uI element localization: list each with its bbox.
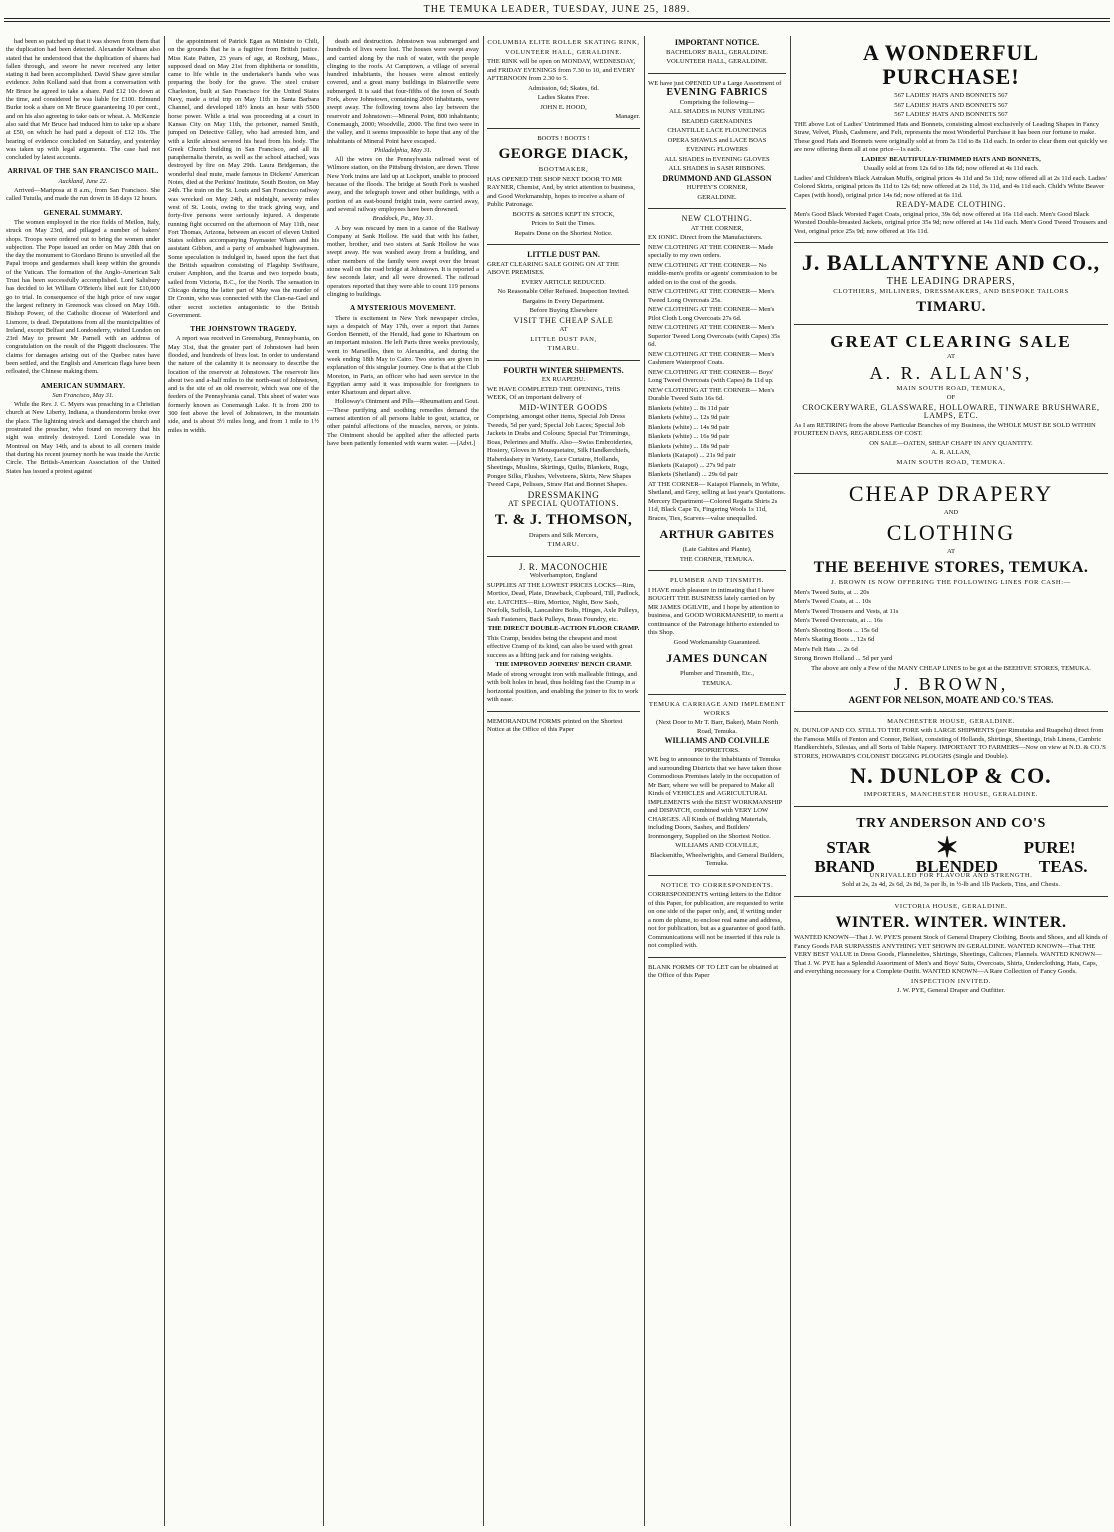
ad-text: HUFFEY'S CORNER,: [686, 184, 748, 191]
ad-text: OF: [946, 394, 956, 401]
plumber-ad: [648, 570, 786, 694]
price-row: Men's Tweed Coats, at ... 10s: [794, 598, 871, 605]
wonderful-purchase-ad: [794, 41, 1108, 242]
article-text: Arrived—Mariposa at 8 a.m., from San Francisco. She called Tutuila, and made the run down in 18 days 12 hours.: [6, 187, 160, 203]
tea-word: PURE!: [1023, 838, 1076, 858]
price-row: Blankets (Kaiapoi) ... 21s 9d pair: [648, 452, 736, 459]
ad-title: A WONDERFUL PURCHASE!: [862, 40, 1040, 89]
masthead-rule-double: [4, 21, 1110, 22]
ad-title: T. & J. THOMSON,: [494, 511, 633, 528]
column-divider: [790, 36, 791, 1526]
list-item: NEW CLOTHING AT THE CORNER— Boys' Long Tweed Overcoats (with Capes) 8s 11d up.: [648, 368, 774, 384]
ad-text: AT THE CORNER— Kaiapoi Flannels, in White, Shetland, and Grey, selling at last year's Quotations. Mercery Department—Colored Regatta Shirts 2s 11d, Black Cape Ts, Fingering Wools 1s 11d, Braces, Ties, Scarves—value unequalled.: [648, 480, 786, 522]
ad-firm-name: A. R. ALLAN'S,: [869, 362, 1033, 383]
ad-firm-name: JAMES DUNCAN: [666, 651, 768, 665]
ad-text: ON SALE—OATEN, SHEAF CHAFF IN ANY QUANTITY.: [869, 439, 1033, 447]
ad-text: WE beg to announce to the inhabitants of Temuka and surrounding Districts that we have taken those Commodious Premises lately in the occupation of Mr Barr, where we will be prepared to Make all Kinds of VEHICLES and AGRICULTURAL IMPLEMENTS with the BEST WORKMANSHIP and DISPATCH, combined with VERY LOW CHARGES. All Kinds of Building Materials, including Doors, Sashes, and Builders' Ironmongery, Supplied on the Shortest Notice.: [648, 756, 782, 840]
ad-title: NOTICE TO CORRESPONDENTS.: [660, 881, 774, 889]
list-item: OPERA SHAWLS and LACE BOAS: [667, 136, 767, 144]
list-item: NEW CLOTHING AT THE CORNER— Men's Superior Tweed Long Overcoats (with Capes) 35s 6d.: [648, 324, 780, 348]
ad-text: GREAT CLEARING SALE GOING ON AT THE ABOVE PREMISES.: [487, 260, 619, 276]
ad-title: TEMUKA CARRIAGE AND IMPLEMENT WORKS: [648, 701, 786, 717]
article-text: There is excitement in New York newspaper circles, says a despatch of May 17th, over a report that James Gordon Bennett, of the Herald, had gone to Khartoum on an important mission. He left Paris three weeks previously, went to Marseilles, then to Alexandria, and during the week ending 18th May to Cairo. Two stories are given in explanation of this singular journey. One is that at the Club Moreton, in Paris, an officer who had seen service in the Egyptian army said it was impossible for foreigners to enter Khartoum and depart alive.: [327, 314, 479, 397]
ad-text: No Reasonable Offer Refused. Inspection Invited.: [497, 288, 630, 295]
ad-text: J. BROWN IS NOW OFFERING THE FOLLOWING LINES FOR CASH:—: [831, 579, 1071, 586]
ad-text: BLANK FORMS OF TO LET can be obtained at the Office of this Paper: [648, 963, 779, 979]
masthead-rule: [4, 18, 1110, 19]
allan-clearing-sale-ad: [794, 324, 1108, 473]
list-item: NEW CLOTHING AT THE CORNER— No middle-men's profits or agents' commission to be added on to the cost of the goods.: [648, 261, 778, 286]
ad-text: Blacksmiths, Wheelwrights, and General Builders, Temuka.: [650, 851, 784, 867]
ad-signature: WILLIAMS AND COLVILLE,: [675, 842, 759, 849]
ad-subtitle: EX RUAPEHU.: [541, 376, 586, 383]
correspondents-notice: [648, 875, 786, 957]
column-divider: [164, 36, 165, 1526]
ad-signature: J. BROWN,: [893, 674, 1009, 694]
beehive-stores-ad: [794, 473, 1108, 711]
article-text: the appointment of Patrick Egan as Minister to Chili, on the grounds that he is a fugitive from British justice. Miss Kate Patten, 23 years of age, at Roxburg, Mass., supposed dead on May 21st from diphtheria or tonsilitis, came to life while in the undertaker's hands who was preparing the body for the grave. The steel cruiser Charleston, built at San Francisco for the United States Navy, made a trial trip on May 11th in Santa Barbara Channel, and developed 18½ knots an hour with 5500 horse power. While a trial was proceeding at a court in Kansas City on May 11th, the prisoner, named Smith, jumped on Detective Gilley, who had arrested him, and with a knife almost severed his head from his body. The Greek Church building in San Francisco, and all its paraphernalia therein, as well as the school attached, was destroyed by fire on May 29th. Laura Bridgeman, the wonderful deaf mute, made famous in Dickens' American Notes, died at the Perkins' Institute, South Boston, on May 24th. The train on the St. Louis and San Francisco railway was wrecked on May 24th, at midnight, seventy miles west of St. Louis, owing to the track giving way, and forty-five persons were seriously injured. A desperate running fight occurred on the afternoon of May 11th, near Fort Thomas, Arizona, between an escort of eleven United States soldiers accompanying Paymaster Wham and his assistant Gibbon, and a party of ambushed highwaymen. Some speculation is indulged in, based upon the fact that the British squadron consisting of Flagship Swiftsure, cruiser Amphion, and the Icarus and two torpedo boats, sailed from Victoria, B.C., for the North. The sensation in Chicago during the latter part of May was the murder of Dr Cronin, who was connected with the Clan-na-Gael and other secret societies antagonistic to the British Government.: [168, 38, 319, 319]
ad-title: CLOTHING: [886, 519, 1016, 545]
ad-text: WANTED KNOWN—That J. W. PYE'S present Stock of General Drapery Clothing, Boots and Shoes, and all kinds of Fancy Goods FAR SURPASSES ANYTHING YET SHOWN IN GERALDINE. WANTED KNOWN—That THE VERY BEST VALUE in Dress Goods, Flannelettes, Shirtings, Sheetings, Calicoes, Flannels. WANTED KNOWN—That J. W. PYE has a Splendid Assortment of Men's and Boys' Suits, Overcoats, Shirts, Underclothing, Hats, Caps, and everything necessary for a Complete Outfit. WANTED KNOWN—A Rare Collection of Fancy Goods.: [794, 934, 1108, 976]
ad-text: Men's Good Black Worsted Faget Coats, original price, 39s 6d; now offered at 16s 11d each. Men's Good Black Worsted Double-breasted Jackets, original price 35s 9d; now offered at 14s 11d each. Men's Good Tweed Trousers and Vest, original price 25s 9d; now offered at 16s 11d.: [794, 210, 1108, 235]
ad-text: PROPRIETORS.: [694, 746, 740, 754]
ad-text: AT: [946, 547, 956, 555]
price-row: Men's Tweed Trousers and Vests, at 11s: [794, 607, 899, 615]
article-text: had been so patched up that it was shown from them that the duplication had been detected. Alexander Kelman also stated that he understood that the duplication of shares had fallen through, and swore he never received any letter stating it had been accomplished. David Shaw gave similar evidence. John Kolland said that from a conversation with Mr Bruce he agreed to take a share. Paid £12 10s down at the time, and considered he was liable for £100. Edmund Burke took a share on Mr Bruce guaranteeing 10 per cent., and on his also agreeing to take oats or wheat. A. McKenzie also said that Mr Bruce had induced him to take up a share at £50, on which he had paid a deposit of £12 10s. The hearing of evidence concluded on Saturday, and yesterday was taken up with legal arguments. The case had not concluded by latest accounts.: [6, 38, 160, 162]
article-text: death and destruction. Johnstown was submerged and hundreds of lives were lost. The houses were swept away and carried along by the rush of water, with the people clinging to the roofs. At Camptown, a village of several hundred inhabitants, the houses were almost entirely covered, and a great many buildings in Blairsville were submerged. It is said that four-fifths of the town of South Fork, above Johnstown, containing 2000 inhabitants, were swept away. The following towns also lay between the reservoir and Johnstown:—Mineral Point, 800 inhabitants; Conemaugh, 2000; Woodville, 2000. The first two were in the valley, and it seems impossible to hope that any of the inhabitants of Mineral Point have escaped.: [327, 38, 479, 145]
ad-text: Drapers and Silk Mercers,: [528, 531, 599, 539]
ad-text: TIMARU.: [547, 345, 580, 352]
ad-text: AT SPECIAL QUOTATIONS.: [507, 499, 619, 508]
ad-text: HAS OPENED THE SHOP NEXT DOOR TO MR RAYNER, Chemist, And, by strict attention to business, and Good Workmanship, hopes to receive a share of Public Patronage.: [487, 175, 635, 208]
ad-text: Comprising the following—: [679, 98, 755, 106]
news-column-1: [6, 38, 160, 1526]
ad-title: TRY ANDERSON AND CO'S: [856, 815, 1046, 831]
ad-firm-name: ARTHUR GABITES: [659, 527, 775, 541]
masthead: THE TEMUKA LEADER, TUESDAY, JUNE 25, 1889.: [423, 4, 691, 15]
list-item: BEADED GRENADINES: [681, 117, 753, 125]
column-divider: [483, 36, 484, 1526]
ad-text: Sold at 2s, 2s 4d, 2s 6d, 2s 8d, 3s per lb, in ½-lb and 1lb Packets, Tins, and Chests.: [842, 881, 1060, 889]
winter-shipments-ad: [487, 360, 640, 556]
list-item: ALL SHADES in NUNS' VEILING: [669, 108, 765, 115]
ad-signature: JOHN E. HOOD,: [540, 103, 587, 111]
tea-word: BLENDED: [915, 856, 998, 876]
ad-text: Usually sold at from 12s 6d to 18s 6d; now offered at 4s 11d each.: [863, 165, 1039, 172]
ad-subtitle: AT THE CORNER,: [690, 224, 744, 232]
tea-word: TEAS.: [1038, 856, 1088, 876]
ad-text: SUPPLIES AT THE LOWEST PRICES LOCKS—Rim, Mortice, Dead, Plate, Drawback, Cupboard, Till, Padlock, etc. LATCHES—Rim, Mortice, Night, Bow Sash, Norfolk, Suffolk, Lancashire Bolts, Hinges, Axle Pulleys, Sash Fasteners, Back Pulleys, Brass Foundry, etc.: [487, 581, 640, 623]
news-column-2: [168, 38, 319, 1526]
tea-word: BRAND: [814, 856, 875, 876]
blank-forms-notice: [648, 957, 786, 987]
article-text: A report was received in Greensburg, Pennsylvania, on May 31st, that the greater part of Johnstown had been flooded, and hundreds of lives lost. In order to understand the nature of the calamity it is necessary to describe the location of the reservoir at Johnstown. The reservoir lies about two and a-half miles to the north-east of Johnstown, and is the site of an old reservoir, which was one of the feeders of the Pennsylvania canal. This sheet of water was formerly known as Conemaugh Lake. It is from 200 to 300 feet above the level of Johnstown, in the mountain side, and is about 3½ miles long, and from 1 mile to 1½ miles in width.: [168, 335, 319, 434]
article-text: While the Rev. J. C. Myers was preaching in a Christian church at New Liberty, Indiana, a thunderstorm broke over the place. The lightning struck and damaged the church and prostrated the preacher, who found on recovery that his sight was entirely destroyed. Lord Lonsdale was in Montreal on May 14th, and is about to all corners inside that during his recent journey north he was inside the Arctic Circle. The British-American Association of the United States has issued a protest against: [6, 401, 160, 475]
ad-text: TIMARU.: [916, 299, 986, 315]
list-item: NEW CLOTHING AT THE CORNER— Men's Cashmere Waterproof Coats.: [648, 350, 775, 366]
ad-text: 567 LADIES' HATS AND BONNETS 567: [894, 101, 1008, 109]
star-icon: ✶: [935, 832, 959, 864]
article-text: The women employed in the rice fields of Meilon, Italy, struck on May 23rd, and pillaged a number of bakers' shops. Troops were ordered out to bring the women under subjection. The Pope issued an order on May 28th that on the day the monument to Giordano Bruno is unveiled all the Papal troops and gendarmes shall keep within the grounds of the Vatican. The formation of the Anglo-American Salt Trust has been successfully accomplished. Lord Salisbury has decided to let William O'Brien's libel suit for £10,000 go to trial. In consequence of the high price of raw sugar the largest refinery in Greenock was closed on May 16th. Bishop Power, of the Catholic diocese of Waterford and Lismore, is dead. Deputations from all the municipalities of Ireland, except Belfast and Londonderry, visited London on 23rd May to present Mr Parnell with an address of congratulation on the result of the Piggott disclosures. The claims for damages arising out of the Quebec rates have been settled, and the English and American flags have been refloated, the Chinese making them.: [6, 218, 160, 376]
news-column-3: [327, 38, 479, 1526]
list-item: EVENING FLOWERS: [686, 146, 748, 153]
ad-text: Before Buying Elsewhere: [529, 307, 598, 314]
tea-word: STAR: [826, 838, 871, 858]
price-row: Blankets (white) ... 12s 9d pair: [648, 414, 730, 421]
ads-column-4: [487, 38, 640, 1526]
dunlop-ad: [794, 711, 1108, 806]
list-item: ALL SHADES in SASH RIBBONS.: [668, 165, 766, 172]
ad-text: LITTLE DUST PAN,: [530, 335, 597, 343]
ad-text: The above are only a Few of the MANY CHEAP LINES to be got at the BEEHIVE STORES, TEMUKA.: [811, 664, 1091, 672]
ad-text: MAIN SOUTH ROAD, TEMUKA.: [896, 458, 1006, 466]
list-item: EX IONIC. Direct from the Manufacturers.: [648, 234, 763, 241]
ad-signature-role: Manager.: [615, 113, 640, 120]
skating-ad: [487, 39, 640, 128]
ad-firm-name: THE BEEHIVE STORES, TEMUKA.: [813, 559, 1089, 576]
ballantyne-ad: [794, 242, 1108, 324]
ad-title: IMPORTANT NOTICE.: [674, 38, 760, 47]
ad-text: Made of strong wrought iron with malleable fittings, and with bolt holes in head, thus holding fast the Cramp in a horizontal position, and enabling the joiner to fix to work with ease.: [487, 670, 639, 703]
ad-text: MAIN SOUTH ROAD, TEMUKA,: [896, 384, 1006, 392]
price-row: Blankets (white) ... 14s 9d pair: [648, 423, 730, 431]
ads-column-5: [648, 38, 786, 1526]
ad-text: AND: [943, 509, 959, 516]
ad-text: Plumber and Tinsmith, Etc.,: [679, 670, 754, 677]
ad-text: TIMARU.: [547, 541, 580, 548]
price-row: Strong Brown Holland ... 5d per yard: [794, 655, 893, 662]
ad-text: IMPORTERS, MANCHESTER HOUSE, GERALDINE.: [863, 791, 1039, 798]
ad-text: CORRESPONDENTS writing letters to the Editor of this Paper, for publication, are requested to write on one side of the paper only, and, if writing under a nom de plume, to enclose real name and address, not for publication, but as a guarantee of good faith. Communications will not be inserted if this rule is not complied with.: [648, 891, 786, 949]
ad-title: GREAT CLEARING SALE: [830, 332, 1072, 351]
ad-firm-name: N. DUNLOP & CO.: [850, 763, 1052, 788]
ad-title: GEORGE DIACK,: [498, 146, 629, 162]
ad-subtitle: Wolverhampton, England: [529, 572, 598, 579]
list-item: NEW CLOTHING AT THE CORNER— Made specially to my own orders.: [648, 243, 774, 259]
ad-text: TEMUKA.: [702, 679, 732, 687]
ad-subtitle: (Next Door to Mr T. Barr, Baker), Main North Road, Temuka.: [656, 719, 778, 735]
ad-text: AT: [559, 326, 568, 333]
ad-firm-name: WILLIAMS AND COLVILLE: [664, 736, 770, 745]
article-heading: THE JOHNSTOWN TRAGEDY.: [190, 325, 297, 334]
ad-title: CHEAP DRAPERY: [848, 481, 1054, 506]
ad-title: NEW CLOTHING.: [681, 214, 753, 223]
ad-text: (Late Gabites and Plante),: [682, 546, 752, 553]
ad-text: WE HAVE COMPLETED THE OPENING, THIS WEEK, Of an important delivery of: [487, 385, 621, 401]
ad-text: AT: [946, 353, 956, 360]
column-divider: [323, 36, 324, 1526]
ad-title: PLUMBER AND TINSMITH.: [670, 577, 764, 584]
dateline: San Francisco, May 31.: [52, 391, 114, 399]
ad-subtitle: MANCHESTER HOUSE, GERALDINE.: [887, 717, 1015, 725]
ad-text: EVERY ARTICLE REDUCED.: [521, 278, 606, 286]
article-text: All the wires on the Pennsylvania railroad west of Wilmore station, on the Pittsburg division, are down. Three New York trains are laid up at Lockport, unable to proceed because of the floods. The bridge at South Fork is washed away, and the telegraph tower and other buildings, with a portion of an east-bound freight train, were carried away, and several railway employees have been drowned.: [327, 156, 479, 213]
dateline: Auckland, June 22.: [58, 177, 108, 185]
ad-title: EVENING FABRICS: [666, 87, 768, 98]
list-item: NEW CLOTHING AT THE CORNER— Men's Tweed Long Overcoats 25s.: [648, 288, 775, 304]
ad-text: THE CORNER, TEMUKA.: [679, 555, 755, 563]
important-notice-ad: [648, 39, 786, 73]
memorandum-notice: [487, 711, 640, 741]
ads-column-6: [794, 38, 1108, 1526]
anderson-tea-ad: [794, 806, 1108, 896]
ad-text: THE RINK will be open on MONDAY, WEDNESDAY, and FRIDAY EVENINGS from 7.30 to 10, and EVERY AFTERNOON from 2.30 to 5.: [487, 58, 636, 82]
ad-firm-name: J. BALLANTYNE AND CO.,: [801, 250, 1101, 275]
ad-text: Admission, 6d; Skates, 6d.: [528, 84, 599, 92]
price-row: Men's Tweed Overcoats, at ... 16s: [794, 617, 883, 624]
ad-title: WINTER. WINTER. WINTER.: [835, 914, 1067, 932]
article-heading: AMERICAN SUMMARY.: [40, 381, 126, 390]
ad-text: UNRIVALLED FOR FLAVOUR AND STRENGTH.: [869, 871, 1033, 879]
column-divider: [644, 36, 645, 1526]
price-row: Blankets (Kaiapoi) ... 27s 9d pair: [648, 461, 736, 469]
price-row: Men's Felt Hats ... 2s 6d: [794, 645, 858, 653]
ad-text: Good Workmanship Guaranteed.: [673, 638, 761, 646]
ad-text: MEMORANDUM FORMS printed on the Shortest Notice at the Office of this Paper: [487, 717, 623, 733]
ad-subtitle: VOLUNTEER HALL, GERALDINE.: [504, 48, 623, 56]
ad-text: Bargains in Every Department.: [522, 297, 605, 305]
article-heading: ARRIVAL OF THE SAN FRANCISCO MAIL.: [7, 167, 159, 176]
ad-title: FOURTH WINTER SHIPMENTS.: [503, 365, 624, 375]
ad-firm-name: DRUMMOND AND GLASSON: [662, 173, 772, 183]
ad-text: Ladies' and Children's Black Astrakan Muffs, original prices 4s 11d and 5s 11d; now offered all at 2s 11d each. Ladies' Colored Skirts, original prices 8s 11d to 12s 6d; now offered at 2s 11d, 3s 11d, and 4s 11d each. Child's White Beaver Capes (with hood), original price 14s 6d; now offered at 6s 11d.: [794, 174, 1107, 199]
ad-text: This Cramp, besides being the cheapest and most effective Cramp of its kind, can also be used with great success as a lifting jack and for raising weights.: [487, 634, 633, 659]
price-row: Men's Skating Boots ... 12s 6d: [794, 636, 875, 643]
ad-text: I HAVE much pleasure in intimating that I have BOUGHT THE BUSINESS lately carried on by MR JAMES OGILVIE, and I hope by attention to business, and GOOD WORKMANSHIP, to merit a continuance of the Patronage hitherto extended to this Shop.: [648, 586, 784, 636]
article-heading: A MYSTERIOUS MOVEMENT.: [350, 304, 456, 313]
ad-subtitle: BOOTMAKER,: [538, 166, 589, 173]
list-item: CHANTILLE LACE FLOUNCINGS: [667, 127, 767, 134]
ad-text: BOOTS & SHOES KEPT IN STOCK,: [512, 210, 615, 218]
ad-subtitle: READY-MADE CLOTHING.: [896, 200, 1006, 209]
ad-text: THE above Lot of Ladies' Untrimmed Hats and Bonnets, consisting almost exclusively of Leading Shapes in Fancy Straw, Velvet, Plush, Cashmere, and Felt, represents the most Wonderful Purchase it has been our fortune to make. These good Hats and Bonnets were originally sold at from 3s 11d to 8s 11d each. In order to clear them out quickly we are now offering them all at one price—1s each.: [794, 120, 1108, 153]
dateline: Philadelphia, May 31.: [374, 146, 432, 154]
price-row: Blankets (white) ... 16s 9d pair: [648, 433, 730, 440]
ad-text: CLOTHIERS, MILLINERS, DRESSMAKERS, AND BESPOKE TAILORS: [833, 287, 1069, 295]
maconochie-ad: [487, 556, 640, 711]
ad-text: THE DIRECT DOUBLE-ACTION FLOOR CRAMP.: [487, 625, 640, 632]
ad-title: LITTLE DUST PAN.: [527, 250, 600, 259]
price-row: Blankets (white) ... 8s 11d pair: [648, 404, 730, 412]
victoria-house-ad: [794, 896, 1108, 1002]
new-clothing-ad: [648, 208, 786, 570]
ad-signature: A. R. ALLAN,: [931, 449, 971, 456]
ad-text: Prices to Suit the Times.: [531, 220, 596, 227]
ad-text: INSPECTION INVITED.: [911, 977, 991, 985]
ad-text: VISIT THE CHEAP SALE: [513, 315, 614, 325]
dateline: Braddock, Pa., May 31.: [372, 215, 434, 223]
boots-ad: [487, 128, 640, 245]
ad-title: COLUMBIA ELITE ROLLER SKATING RINK,: [487, 39, 640, 46]
ad-text: 567 LADIES' HATS AND BONNETS 567: [894, 111, 1008, 118]
price-row: Men's Tweed Suits, at ... 20s: [794, 588, 870, 596]
little-dust-pan-ad: [487, 244, 640, 360]
ad-text: AGENT FOR NELSON, MOATE AND CO.'S TEAS.: [848, 695, 1054, 705]
ad-text: LADIES' BEAUTIFULLY-TRIMMED HATS AND BONNETS,: [861, 155, 1041, 163]
article-text: A boy was rescued by men in a canoe of the Railway Company at Sank Hollow. He said that with his father, mother, brother, and two sisters at Sank Hollow he was swept away. He was washed away from a building, and other members of the family were swept over the breast stone wall on the road bridge at Johnstown. It is reported a few seconds later, and all were drowned. The railroad operators reported that they were able to count 119 persons clinging to buildings.: [327, 224, 479, 298]
ad-text: DRESSMAKING: [527, 489, 600, 500]
ad-title: J. R. MACONOCHIE: [518, 561, 609, 572]
price-row: Blankets (white) ... 18s 9d pair: [648, 442, 730, 450]
ad-signature: J. W. PYE, General Draper and Outfitter.: [896, 987, 1006, 995]
ad-subtitle: VICTORIA HOUSE, GERALDINE.: [894, 902, 1008, 910]
ad-text: N. DUNLOP AND CO. STILL TO THE FORE with LARGE SHIPMENTS (per Rimutaka and Ruapehu) direct from the Famous Mills of Fenton and Connor, Belfast, consisting of Hollands, Shirtings, Sheetings, Irish Linens, Cambric Handkerchiefs, Silesias, and all Sorts of Table Napery. IMPORTANT TO FARMERS—Now on view at N.D. & CO.'S STORES, HOWARD'S COLONIST DIGGING PLOUGHS (Single and Double).: [794, 727, 1106, 760]
ad-text: THE IMPROVED JOINERS' BENCH CRAMP.: [495, 661, 632, 668]
ad-text: BACHELORS' BALL, GERALDINE.: [666, 48, 768, 56]
ad-text: CROCKERYWARE, GLASSWARE, HOLLOWARE, TINWARE BRUSHWARE, LAMPS, ETC.: [802, 402, 1100, 420]
evening-fabrics-ad: [648, 73, 786, 209]
list-item: NEW CLOTHING AT THE CORNER— Men's Pilot Cloth Long Overcoats 27s 6d.: [648, 306, 775, 322]
list-item: NEW CLOTHING AT THE CORNER— Men's Durable Tweed Suits 16s 6d.: [648, 386, 775, 402]
carriage-works-ad: [648, 694, 786, 875]
article-heading: GENERAL SUMMARY.: [43, 208, 123, 217]
price-row: Blankets (Shetland) ... 29s 6d pair: [648, 471, 738, 478]
ad-text: GERALDINE.: [697, 193, 737, 201]
ad-text: VOLUNTEER HALL, GERALDINE.: [666, 58, 768, 65]
ad-text: As I am RETIRING from the above Particular Branches of my Business, the WHOLE MUST BE SOLD WITHIN FOURTEEN DAYS, REGARDLESS OF COST.: [794, 421, 1096, 437]
ad-text: WE have just OPENED UP a Large Assortment of: [648, 79, 782, 87]
ad-text: MID-WINTER GOODS: [519, 402, 608, 412]
ad-text: Comprising, amongst other items, Special Job Dress Tweeds, 5d per yard; Special Job Laces; Special Job Jackets in Drabs and Colours; Special Fur Trimmings, Boas, Pelerines and Muffs. Also—Swiss Embroideries, Hosiery, Gloves in Mousquetaire, Silk Handkerchiefs, Haberdashery in Variety, Lace Curtains, Hollands, Sheetings, Muslins, Skirtings, Quilts, Blankets, Rugs, Pongee Silks, Flushes, Velveteens, Skirts, New Shapes Tweed Caps, Pelisses, Straw Hat and Bonnet Shapes.: [487, 413, 633, 488]
ad-text: Repairs Done on the Shortest Notice.: [514, 229, 613, 237]
ad-text: 567 LADIES' HATS AND BONNETS 567: [894, 92, 1008, 99]
ad-subtitle: THE LEADING DRAPERS,: [886, 276, 1016, 287]
article-text: Holloway's Ointment and Pills—Rheumatism and Gout.—These purifying and soothing remedies demand the earnest attention of all persons liable to gout, sciatica, or other painful affections of the muscles, nerves, or joints. The Ointment should be applied after the affected parts have been patiently fomented with warm water. —[Advt.]: [327, 398, 479, 447]
ad-text: Ladies Skates Free.: [537, 94, 590, 101]
ad-text: BOOTS ! BOOTS !: [537, 134, 590, 142]
price-row: Men's Shooting Boots ... 15s 6d: [794, 626, 878, 634]
list-item: ALL SHADES in EVENING GLOVES: [664, 155, 770, 163]
